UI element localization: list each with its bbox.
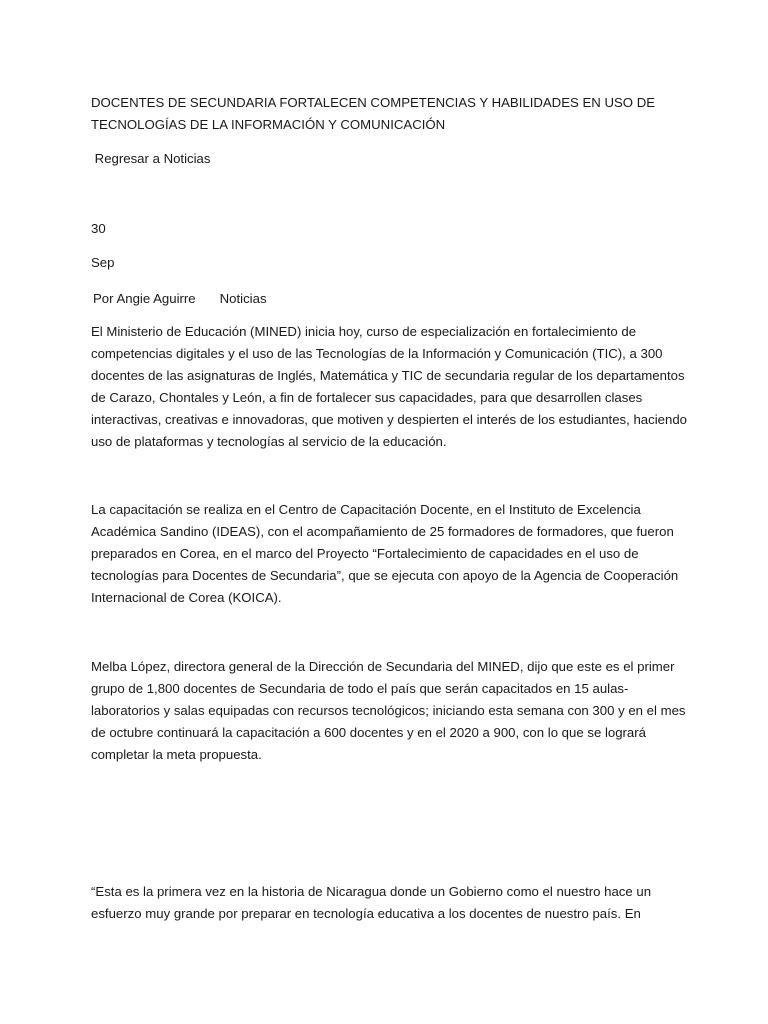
back-link-label[interactable]: Regresar a Noticias [94,151,211,166]
article-paragraph: Melba López, directora general de la Dirección de Secundaria del MINED, dijo que este es el primer grupo de 1,800 docentes de Secundaria de todo el país que serán capacitados en 15 aulas-laboratorios y salas equipadas con recursos tecnológicos; iniciando esta semana con 300 y en el mes de octubre continuará la capacitación a 600 docentes y en el 2020 a 900, con lo que se logrará completar la meta propuesta. [91,659,686,762]
article-paragraph: “Esta es la primera vez en la historia de Nicaragua donde un Gobierno como el nuestro hace un esfuerzo muy grande por preparar en tecnología educativa a los docentes de nuestro país. En [91,884,652,921]
byline [91,288,691,310]
date-day: 30 [91,221,106,236]
date-month: Sep [91,255,115,270]
article-paragraph: El Ministerio de Educación (MINED) inicia hoy, curso de especialización en fortalecimiento de competencias digitales y el uso de las Tecnologías de la Información y Comunicación (TIC), a 300 docentes de las asignaturas de Inglés, Matemática y TIC de secundaria regular de los departamentos de Carazo, Chontales y León, a fin de fortalecer sus capacidades, para que desarrollen clases interactivas, creativas e innovadoras, que motiven y despierten el interés de los estudiantes, haciendo uso de plataformas y tecnologías al servicio de la educación. [91,324,687,449]
article-title: DOCENTES DE SECUNDARIA FORTALECEN COMPETENCIAS Y HABILIDADES EN USO DE TECNOLOGÍAS DE LA INFORMACIÓN Y COMUNICACIÓN [91,95,656,132]
article-paragraph: La capacitación se realiza en el Centro de Capacitación Docente, en el Instituto de Excelencia Académica Sandino (IDEAS), con el acompañamiento de 25 formadores de formadores, que fueron preparados en Corea, en el marco del Proyecto “Fortalecimiento de capacidades en el uso de tecnologías para Docentes de Secundaria”, que se ejecuta con apoyo de la Agencia de Cooperación Internacional de Corea (KOICA). [91,502,679,605]
author-name: Por Angie Aguirre [93,291,196,306]
category-link[interactable]: Noticias [219,291,267,306]
back-to-news-link[interactable] [91,148,691,170]
